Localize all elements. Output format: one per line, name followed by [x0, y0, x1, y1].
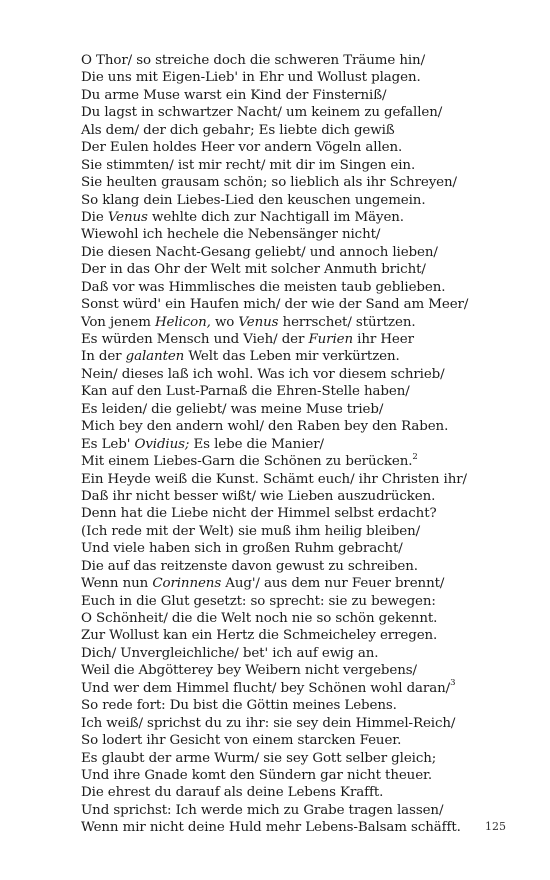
verse-line [81, 488, 501, 505]
verse-line [81, 192, 501, 209]
verse-line [81, 314, 501, 331]
verse-line [81, 261, 501, 278]
verse-text: Es leiden/ die geliebt/ was meine Muse trieb/ [81, 401, 384, 417]
italic-name: Ovidius; [134, 436, 190, 452]
verse-line [81, 104, 501, 121]
verse-text: O Schönheit/ die die Welt noch nie so schön gekennt. [81, 611, 438, 626]
verse-text: Und viele haben sich in großen Ruhm gebracht/ [81, 541, 403, 557]
italic-name: Helicon, [154, 314, 211, 330]
verse-line [81, 715, 501, 732]
verse-text: So klang dein Liebes-Lied den keuschen ungemein. [81, 192, 426, 208]
verse-text: Es lebe die Manier/ [189, 436, 324, 452]
verse-line [81, 784, 501, 801]
verse-line [81, 767, 501, 784]
verse-text: Die auf das reitzenste davon gewust zu schreiben. [81, 558, 418, 574]
italic-name: Venus [238, 314, 279, 330]
verse-text: wo [210, 314, 239, 330]
verse-line [81, 52, 501, 69]
verse-text: Als dem/ der dich gebahr; Es liebte dich gewiß [81, 122, 395, 138]
italic-name: Corinnens [152, 576, 222, 592]
verse-line [81, 575, 501, 592]
verse-text: So lodert ihr Gesicht von einem starcken Feuer. [81, 733, 402, 749]
verse-text: Der in das Ohr der Welt mit solcher Anmuth bricht/ [81, 262, 426, 278]
verse-text: Mit einem Liebes-Garn die Schönen zu berücken. [81, 454, 413, 470]
verse-text: Es Leb' [81, 436, 135, 452]
footnote-marker: 2 [412, 451, 418, 462]
verse-text: Kan auf den Lust-Parnaß die Ehren-Stelle haben/ [81, 384, 410, 400]
verse-line [81, 418, 501, 435]
verse-text: Wenn mir nicht deine Huld mehr Lebens-Balsam schäfft. [81, 820, 461, 836]
page-number: 125 [485, 820, 506, 833]
verse-line [81, 453, 501, 470]
verse-text: Ein Heyde weiß die Kunst. Schämt euch/ ihr Christen ihr/ [81, 471, 467, 487]
verse-text: Mich bey den andern wohl/ den Raben bey den Raben. [81, 419, 449, 435]
verse-line [81, 139, 501, 156]
verse-text: Die ehrest du darauf als deine Lebens Krafft. [81, 785, 384, 801]
verse-text: Es glaubt der arme Wurm/ sie sey Gott selber gleich; [81, 750, 437, 766]
verse-text: Nein/ dieses laß ich wohl. Was ich vor diesem schrieb/ [81, 366, 445, 382]
verse-text: Weil die Abgötterey bey Weibern nicht vergebens/ [81, 663, 417, 679]
poem-text [81, 52, 501, 837]
verse-text: Wenn nun [81, 576, 153, 592]
verse-text: So rede fort: Du bist die Göttin meines Lebens. [81, 698, 397, 714]
verse-text: Wiewohl ich hechele die Nebensänger nicht/ [81, 227, 381, 243]
verse-line [81, 471, 501, 488]
verse-line [81, 366, 501, 383]
verse-line [81, 87, 501, 104]
verse-text: ihr Heer [353, 332, 414, 347]
verse-text: Und ihre Gnade komt den Sündern gar nicht theuer. [81, 767, 433, 783]
verse-line [81, 627, 501, 644]
verse-line [81, 645, 501, 662]
verse-line [81, 610, 501, 627]
verse-line [81, 662, 501, 679]
verse-line [81, 540, 501, 557]
verse-line [81, 593, 501, 610]
verse-line [81, 802, 501, 819]
verse-text: Sie stimmten/ ist mir recht/ mit dir im Singen ein. [81, 157, 416, 173]
verse-text: Der Eulen holdes Heer vor andern Vögeln allen. [81, 140, 403, 156]
verse-text: Und sprichst: Ich werde mich zu Grabe tragen lassen/ [81, 802, 444, 818]
verse-line [81, 279, 501, 296]
verse-text: Euch in die Glut gesetzt: so sprecht: sie zu bewegen: [81, 593, 436, 609]
verse-line [81, 401, 501, 418]
verse-line [81, 226, 501, 243]
verse-text: Ich weiß/ sprichst du zu ihr: sie sey dein Himmel-Reich/ [81, 715, 456, 731]
verse-line [81, 732, 501, 749]
verse-text: Zur Wollust kan ein Hertz die Schmeicheley erregen. [81, 628, 438, 644]
verse-text: Dich/ Unvergleichliche/ bet' ich auf ewig an. [81, 645, 379, 661]
verse-text: Sonst würd' ein Haufen mich/ der wie der Sand am Meer/ [81, 297, 469, 313]
verse-text: Und wer dem Himmel flucht/ bey Schönen wohl daran/ [81, 680, 451, 696]
verse-line [81, 558, 501, 575]
verse-text: Du arme Muse warst ein Kind der Finsterniß/ [81, 87, 387, 103]
verse-text: Die [81, 209, 108, 225]
verse-line [81, 296, 501, 313]
verse-text: Denn hat die Liebe nicht der Himmel selbst erdacht? [81, 506, 437, 522]
verse-text: Von jenem [81, 314, 155, 330]
verse-text: Du lagst in schwartzer Nacht/ um keinem zu gefallen/ [81, 105, 443, 121]
italic-name: Furien [308, 332, 354, 347]
verse-line [81, 69, 501, 86]
verse-line [81, 209, 501, 226]
verse-line [81, 680, 501, 697]
verse-text: herrschet/ stürtzen. [278, 314, 416, 330]
verse-line [81, 174, 501, 191]
verse-text: O Thor/ so streiche doch die schweren Träume hin/ [81, 53, 425, 68]
verse-text: Aug'/ aus dem nur Feuer brennt/ [221, 576, 445, 592]
verse-line [81, 122, 501, 139]
verse-line [81, 523, 501, 540]
verse-line [81, 505, 501, 522]
italic-name: Venus [107, 209, 148, 225]
verse-text: Es würden Mensch und Vieh/ der [81, 332, 309, 347]
italic-name: galanten [125, 349, 185, 365]
verse-line [81, 348, 501, 365]
footnote-marker: 3 [450, 678, 456, 689]
verse-line [81, 436, 501, 453]
verse-line [81, 244, 501, 261]
verse-line [81, 819, 501, 836]
verse-text: In der [81, 349, 126, 365]
verse-text: wehlte dich zur Nachtigall im Mäyen. [147, 209, 404, 225]
verse-line [81, 750, 501, 767]
verse-text: Sie heulten grausam schön; so lieblich als ihr Schreyen/ [81, 175, 457, 191]
verse-text: Die uns mit Eigen-Lieb' in Ehr und Wollust plagen. [81, 70, 421, 86]
verse-text: (Ich rede mit der Welt) sie muß ihm heilig bleiben/ [81, 523, 421, 539]
verse-text: Daß ihr nicht besser wißt/ wie Lieben auszudrücken. [81, 488, 436, 504]
verse-line [81, 157, 501, 174]
verse-line [81, 697, 501, 714]
verse-text: Die diesen Nacht-Gesang geliebt/ und annoch lieben/ [81, 244, 438, 260]
verse-line [81, 383, 501, 400]
verse-line [81, 331, 501, 348]
verse-text: Daß vor was Himmlisches die meisten taub geblieben. [81, 279, 446, 295]
verse-text: Welt das Leben mir verkürtzen. [184, 349, 400, 365]
